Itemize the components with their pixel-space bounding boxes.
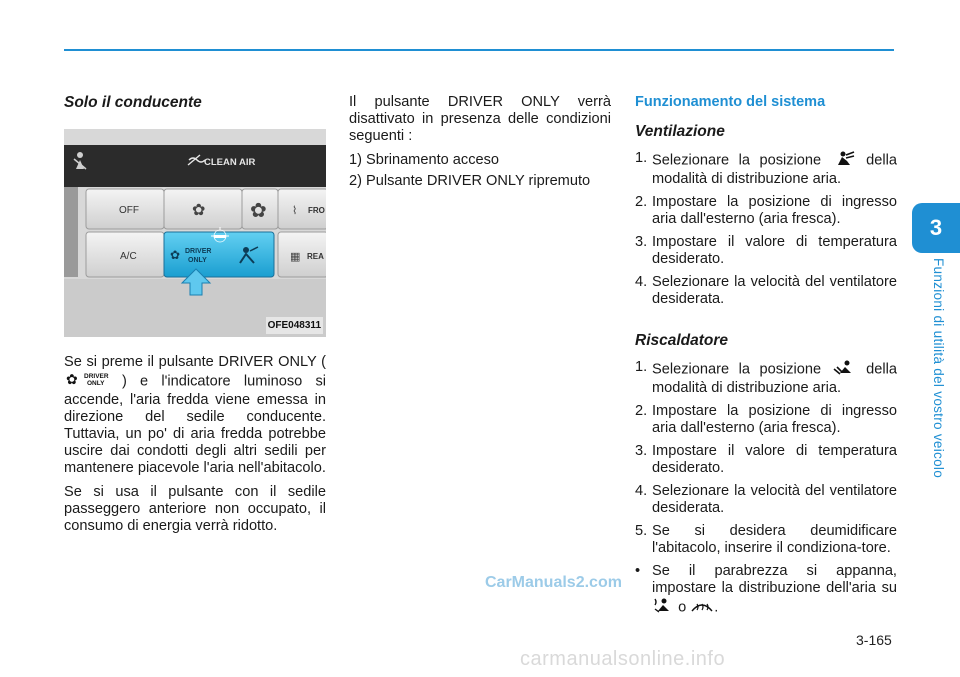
list-number: 2.: [635, 194, 648, 210]
floor-defrost-mode-icon: [652, 597, 674, 618]
list-number: 5.: [635, 523, 648, 539]
column-3: [635, 94, 897, 624]
front-label: FRO: [308, 206, 325, 215]
list-text: [652, 359, 897, 397]
list-item: [635, 563, 897, 618]
list-item: [635, 150, 897, 188]
list-number: 3.: [635, 443, 648, 459]
list-item: [635, 443, 897, 477]
fan-large-icon: ✿: [250, 198, 267, 222]
floor-vent-mode-icon: [831, 359, 857, 380]
list-text: Se si desidera deumidificare l'abitacolo, inserire il condiziona-tore.: [652, 523, 897, 556]
column-1: [64, 94, 326, 542]
list-item: [635, 403, 897, 437]
bullet: •: [635, 563, 641, 579]
defrost-icon: [690, 597, 714, 618]
subheading-ventilation: Ventilazione: [635, 123, 725, 140]
climate-panel-figure: [64, 129, 326, 337]
list-number: 2): [349, 173, 362, 189]
list-text: Pulsante DRIVER ONLY ripremuto: [366, 173, 591, 189]
list-number: 4.: [635, 274, 648, 290]
ac-label: A/C: [120, 251, 137, 262]
vent-step1-part1: Selezionare la posizione: [652, 152, 822, 169]
front-defrost-icon: ⌇: [292, 204, 298, 217]
list-item: [635, 194, 897, 228]
list-number: 4.: [635, 483, 648, 499]
list-item: [635, 483, 897, 517]
vent-step1-part2: della modalità di distribuzione aria.: [652, 152, 897, 187]
chapter-tab[interactable]: 3: [912, 203, 960, 253]
footer-watermark[interactable]: carmanualsonline.info: [520, 648, 726, 670]
list-item: [635, 359, 897, 397]
chapter-title: Funzioni di utilità del vostro veicolo: [931, 258, 946, 479]
paragraph-part-2: ) e l'indicatore luminoso si accende, l'aria fredda viene emessa in direzione del sedile conducente. Tuttavia, un po' di aria fredda potrebbe uscire dai condotti degli altri sedili per mantenere piacevole l'aria nell'abitacolo.: [64, 373, 326, 476]
heat-step1-part1: Selezionare la posizione: [652, 361, 822, 378]
list-text: Impostare il valore di temperatura desiderato.: [652, 234, 897, 267]
page-number: 3-165: [856, 632, 892, 648]
paragraph-deactivation: Il pulsante DRIVER ONLY verrà disattivato in presenza delle condizioni seguenti :: [349, 94, 611, 144]
watermark[interactable]: CarManuals2.com: [485, 574, 622, 591]
heat-step1-part2: della modalità di distribuzione aria.: [652, 361, 897, 396]
list-number: 1.: [635, 150, 648, 166]
list-item: [635, 523, 897, 557]
bullet-end: .: [714, 599, 719, 616]
list-text: [652, 150, 897, 188]
list-item: [349, 152, 611, 169]
rear-label: REA: [307, 252, 324, 261]
list-number: 1): [349, 152, 362, 168]
icon-only-text: ONLY: [87, 380, 105, 387]
list-text: [652, 563, 897, 618]
top-rule: [64, 49, 894, 51]
list-number: 2.: [635, 403, 648, 419]
bullet-part1: Se il parabrezza si appanna, impostare la distribuzione dell'aria su: [652, 563, 897, 596]
list-item: [635, 274, 897, 308]
fan-small-icon: ✿: [192, 200, 206, 219]
list-text: Selezionare la velocità del ventilatore desiderata.: [652, 274, 897, 307]
driver-label-2: ONLY: [188, 257, 207, 264]
paragraph-driver-only: [64, 354, 326, 477]
list-text: Impostare il valore di temperatura desiderato.: [652, 443, 897, 476]
list-text: Impostare la posizione di ingresso aria dall'esterno (aria fresca).: [652, 194, 897, 227]
section-title-driver-only: Solo il conducente: [64, 94, 202, 111]
list-number: 3.: [635, 234, 648, 250]
column-2: [349, 94, 611, 194]
bullet-or: o: [678, 599, 687, 616]
driver-label-1: DRIVER: [185, 248, 212, 255]
deactivation-list: [349, 152, 611, 190]
list-text: Selezionare la velocità del ventilatore desiderata.: [652, 483, 897, 516]
driver-only-icon: [64, 371, 122, 392]
list-text: Sbrinamento acceso: [366, 152, 500, 168]
face-vent-mode-icon: [831, 150, 857, 171]
driver-fan-icon: ✿: [170, 248, 181, 262]
svg-text:✿: ✿: [66, 372, 78, 387]
section-heading-system: Funzionamento del sistema: [635, 94, 826, 110]
climate-panel-illustration: [64, 129, 326, 337]
off-label: OFF: [119, 205, 139, 216]
icon-driver-text: DRIVER: [84, 373, 109, 380]
driver-only-button[interactable]: [164, 232, 274, 277]
clean-air-label: CLEAN AIR: [204, 157, 256, 168]
list-text: Impostare la posizione di ingresso aria dall'esterno (aria fresca).: [652, 403, 897, 436]
figure-code: OFE048311: [266, 317, 323, 334]
paragraph-passenger: Se si usa il pulsante con il sedile passeggero anteriore non occupato, il consumo di energia verrà ridotto.: [64, 484, 326, 534]
list-number: 1.: [635, 359, 648, 375]
list-item: [635, 234, 897, 268]
list-item: [349, 173, 611, 190]
rear-defrost-icon: ▦: [290, 250, 301, 263]
subheading-heater: Riscaldatore: [635, 332, 729, 349]
paragraph-part-1: Se si preme il pulsante DRIVER ONLY (: [64, 354, 326, 370]
